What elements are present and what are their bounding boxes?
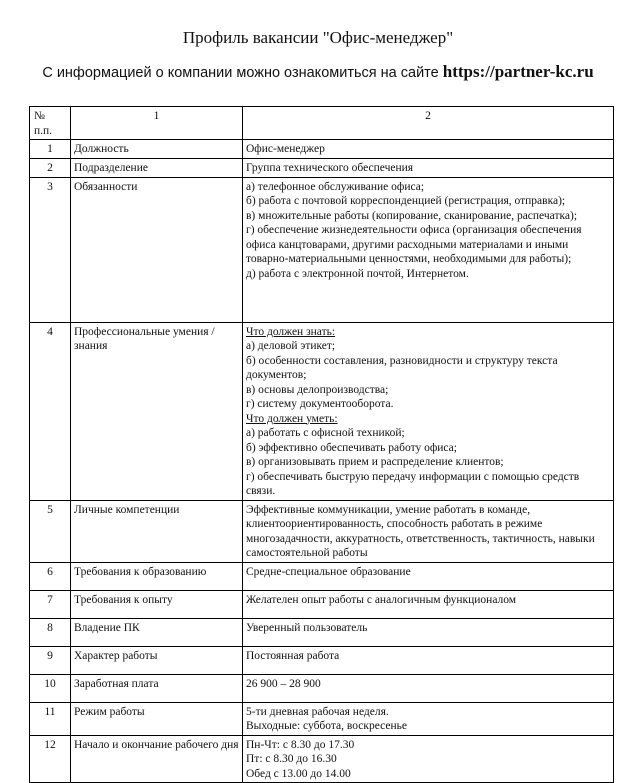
row-value: Офис-менеджер bbox=[243, 140, 614, 159]
vacancy-profile-table bbox=[29, 106, 614, 783]
table-header-row bbox=[30, 107, 614, 140]
document-title: Профиль вакансии "Офис-менеджер" bbox=[182, 28, 454, 47]
table-row bbox=[30, 500, 614, 562]
row-label: Характер работы bbox=[71, 646, 243, 674]
row-label: Заработная плата bbox=[71, 674, 243, 702]
row-value: Эффективные коммуникации, умение работать в команде, клиентоориентированность, способность работать в режиме многозадачности, аккуратность, ответственность, тактичность, навыки самостоятельной работы bbox=[243, 500, 614, 562]
row-number: 8 bbox=[30, 618, 71, 646]
know-list: а) деловой этикет; б) особенности составления, разновидности и структуру текста документов; в) основы делопроизводства; г) систему документооборота. bbox=[246, 340, 558, 410]
table-row bbox=[30, 159, 614, 178]
header-col-2: 2 bbox=[243, 107, 614, 140]
header-col-1: 1 bbox=[71, 107, 243, 140]
company-site-link[interactable]: https://partner-kc.ru bbox=[442, 62, 594, 81]
row-label: Должность bbox=[71, 140, 243, 159]
row-label: Требования к образованию bbox=[71, 562, 243, 590]
row-number: 10 bbox=[30, 674, 71, 702]
table-row bbox=[30, 322, 614, 500]
row-value: Желателен опыт работы с аналогичным функционалом bbox=[243, 590, 614, 618]
row-value: Постоянная работа bbox=[243, 646, 614, 674]
row-label: Владение ПК bbox=[71, 618, 243, 646]
row-value: 5-ти дневная рабочая неделя. Выходные: суббота, воскресенье bbox=[243, 702, 614, 735]
row-label: Подразделение bbox=[71, 159, 243, 178]
row-label: Личные компетенции bbox=[71, 500, 243, 562]
row-label: Требования к опыту bbox=[71, 590, 243, 618]
row-label: Режим работы bbox=[71, 702, 243, 735]
company-info-text: С информацией о компании можно ознакомиться на сайте bbox=[42, 65, 443, 81]
row-value: Уверенный пользователь bbox=[243, 618, 614, 646]
table-row bbox=[30, 140, 614, 159]
row-value: Средне-специальное образование bbox=[243, 562, 614, 590]
row-number: 12 bbox=[30, 735, 71, 783]
row-number: 3 bbox=[30, 177, 71, 322]
row-label: Профессиональные умения / знания bbox=[71, 322, 243, 500]
table-row bbox=[30, 646, 614, 674]
can-heading: Что должен уметь: bbox=[246, 412, 338, 425]
row-value: 26 900 – 28 900 bbox=[243, 674, 614, 702]
table-row bbox=[30, 562, 614, 590]
row-number: 7 bbox=[30, 590, 71, 618]
row-label: Обязанности bbox=[71, 177, 243, 322]
table-row bbox=[30, 177, 614, 322]
table-row bbox=[30, 590, 614, 618]
row-number: 9 bbox=[30, 646, 71, 674]
row-value bbox=[243, 322, 614, 500]
row-number: 4 bbox=[30, 322, 71, 500]
row-label: Начало и окончание рабочего дня bbox=[71, 735, 243, 783]
row-value: Пн-Чт: с 8.30 до 17.30 Пт: с 8.30 до 16.30 Обед с 13.00 до 14.00 bbox=[243, 735, 614, 783]
can-list: а) работать с офисной техникой; б) эффективно обеспечивать работу офиса; в) организовывать прием и распределение клиентов; г) обеспечивать быструю передачу информации с помощью средств связи. bbox=[246, 427, 580, 497]
row-number: 1 bbox=[30, 140, 71, 159]
row-value: Группа технического обеспечения bbox=[243, 159, 614, 178]
table-row bbox=[30, 702, 614, 735]
company-info-line bbox=[0, 62, 636, 82]
row-number: 2 bbox=[30, 159, 71, 178]
header-number: № п.п. bbox=[30, 107, 71, 140]
row-number: 5 bbox=[30, 500, 71, 562]
table-row bbox=[30, 618, 614, 646]
know-heading: Что должен знать: bbox=[246, 325, 336, 338]
table-row bbox=[30, 735, 614, 783]
row-value: а) телефонное обслуживание офиса; б) работа с почтовой корреспонденцией (регистрация, отправка); в) множительные работы (копирование, сканирование, распечатка); г) обеспечение жизнедеятельности офиса (организация обеспечения офиса канцтоварами, другими расходными материалами и иными товарно-материальными ценностями, необходимыми для работы); д) работа с электронной почтой, Интернетом. bbox=[243, 177, 614, 322]
row-number: 6 bbox=[30, 562, 71, 590]
table-row bbox=[30, 674, 614, 702]
row-number: 11 bbox=[30, 702, 71, 735]
